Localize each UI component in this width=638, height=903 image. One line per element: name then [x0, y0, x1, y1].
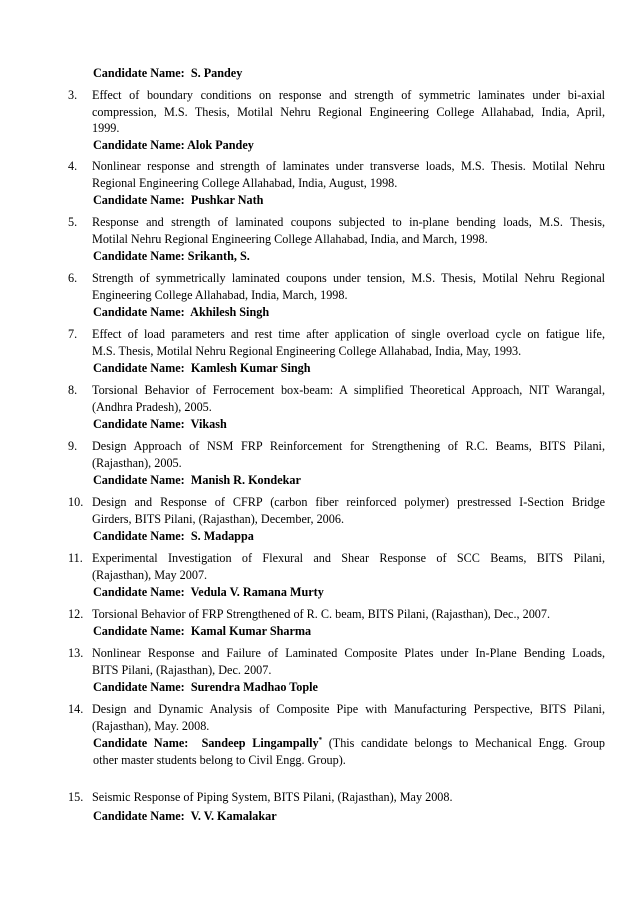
item-number: 9. [68, 439, 78, 453]
item-line: Design and Dynamic Analysis of Composite Pipe with Manufacturing Perspective, BITS Pilani, [92, 702, 605, 716]
item-number: 7. [68, 327, 78, 341]
candidate-note-continued: other master students belong to Civil Engg. Group). [93, 752, 346, 767]
item-line: Seismic Response of Piping System, BITS Pilani, (Rajasthan), May 2008. [92, 790, 453, 804]
candidate-label: Candidate Name: [93, 473, 185, 487]
candidate-name: Vikash [190, 417, 227, 431]
item-line: Engineering College Allahabad, India, March, 1998. [92, 287, 348, 302]
candidate-name: Kamal Kumar Sharma [190, 624, 312, 638]
candidate-name: V. V. Kamalakar [190, 809, 277, 823]
candidate-name: Manish R. Kondekar [190, 473, 301, 487]
item-text [92, 550, 605, 583]
item-number: 4. [68, 159, 78, 173]
item-text [92, 438, 605, 471]
item-number: 6. [68, 271, 78, 285]
item-line: Effect of load parameters and rest time after application of single overload cycle on fatigue life, [92, 327, 605, 341]
item-line: Motilal Nehru Regional Engineering College Allahabad, India, and March, 1998. [92, 231, 488, 246]
item-line: compression, M.S. Thesis, Motilal Nehru Regional Engineering College Allahabad, India, April, [92, 104, 605, 119]
candidate-line [93, 808, 277, 825]
item-line: Experimental Investigation of Flexural and Shear Response of SCC Beams, BITS Pilani, [92, 551, 605, 565]
candidate-line [93, 472, 301, 489]
item-number: 5. [68, 215, 78, 229]
candidate-name: S. Pandey [190, 66, 243, 80]
item-line: Nonlinear Response and Failure of Laminated Composite Plates under In-Plane Bending Loads, [92, 646, 605, 660]
candidate-line [93, 584, 324, 601]
item-line: (Rajasthan), May 2007. [92, 567, 208, 582]
item-number: 3. [68, 88, 78, 102]
candidate-name: S. Madappa [190, 529, 254, 543]
candidate-name: Pushkar Nath [190, 193, 264, 207]
item-number: 13. [68, 646, 84, 660]
candidate-label: Candidate Name: [93, 585, 185, 599]
candidate-line [93, 360, 311, 377]
item-line: Design Approach of NSM FRP Reinforcement for Strengthening of R.C. Beams, BITS Pilani, [92, 439, 605, 453]
candidate-line [93, 248, 250, 265]
candidate-label: Candidate Name: [93, 361, 185, 375]
candidate-name: Srikanth, S. [187, 249, 250, 263]
candidate-name: Vedula V. Ramana Murty [190, 585, 324, 599]
item-line: Girders, BITS Pilani, (Rajasthan), December, 2006. [92, 511, 345, 526]
item-number: 14. [68, 702, 84, 716]
item-line: (Rajasthan), May. 2008. [92, 718, 210, 733]
item-text [92, 494, 605, 527]
item-line: Regional Engineering College Allahabad, India, August, 1998. [92, 175, 398, 190]
candidate-line [93, 192, 263, 209]
item-line: Strength of symmetrically laminated coupons under tension, M.S. Thesis, Motilal Nehru Regional [92, 271, 605, 285]
candidate-label: Candidate Name: [93, 249, 185, 263]
item-text [92, 214, 605, 247]
candidate-label: Candidate Name: [93, 529, 185, 543]
candidate-line [93, 528, 254, 545]
candidate-name: Surendra Madhao Tople [190, 680, 318, 694]
candidate-label: Candidate Name: [93, 624, 185, 638]
item-line: Nonlinear response and strength of laminates under transverse loads, M.S. Thesis. Motilal Nehru [92, 159, 605, 173]
item-text [92, 606, 605, 623]
item-number: 11. [68, 551, 83, 565]
item-line: (Andhra Pradesh), 2005. [92, 399, 212, 414]
candidate-line [93, 735, 605, 768]
candidate-label: Candidate Name: [93, 193, 185, 207]
candidate-label: Candidate Name: [93, 305, 185, 319]
candidate-line [93, 679, 318, 696]
candidate-line [93, 304, 269, 321]
item-number: 15. [68, 790, 84, 804]
item-number: 10. [68, 495, 84, 509]
candidate-label: Candidate Name: [93, 66, 185, 80]
candidate-line [93, 65, 242, 82]
item-text [92, 87, 605, 137]
item-line: Response and strength of laminated coupons subjected to in-plane bending loads, M.S. Thesis, [92, 215, 605, 229]
item-line: Torsional Behavior of FRP Strengthened of R. C. beam, BITS Pilani, (Rajasthan), Dec., 2007. [92, 607, 551, 621]
candidate-name: Sandeep Lingampally [201, 736, 319, 750]
item-text [92, 645, 605, 678]
item-number: 8. [68, 383, 78, 397]
item-text [92, 158, 605, 191]
item-number: 12. [68, 607, 84, 621]
candidate-name: Kamlesh Kumar Singh [190, 361, 311, 375]
candidate-label: Candidate Name: [93, 809, 185, 823]
item-line: M.S. Thesis, Motilal Nehru Regional Engineering College Allahabad, India, May, 1993. [92, 343, 522, 358]
item-text [92, 382, 605, 415]
item-text [92, 701, 605, 734]
footnote-marker: * [318, 735, 323, 744]
item-line: Design and Response of CFRP (carbon fiber reinforced polymer) prestressed I-Section Bridge [92, 495, 605, 509]
candidate-note: (This candidate belongs to Mechanical Engg. Group [328, 736, 605, 750]
candidate-line [93, 623, 311, 640]
item-text [92, 789, 605, 806]
item-line: (Rajasthan), 2005. [92, 455, 182, 470]
candidate-label: Candidate Name: [93, 736, 189, 750]
item-text [92, 270, 605, 303]
item-text [92, 326, 605, 359]
item-line: Torsional Behavior of Ferrocement box-beam: A simplified Theoretical Approach, NIT Warangal, [92, 383, 605, 397]
candidate-label: Candidate Name: [93, 680, 185, 694]
candidate-label: Candidate Name: [93, 138, 185, 152]
candidate-name: Alok Pandey [187, 138, 254, 152]
item-line: 1999. [92, 121, 120, 136]
candidate-line [93, 416, 227, 433]
item-line: BITS Pilani, (Rajasthan), Dec. 2007. [92, 662, 272, 677]
candidate-line [93, 137, 254, 154]
candidate-label: Candidate Name: [93, 417, 185, 431]
candidate-name: Akhilesh Singh [190, 305, 270, 319]
item-line: Effect of boundary conditions on response and strength of symmetric laminates under bi-axial [92, 88, 605, 102]
